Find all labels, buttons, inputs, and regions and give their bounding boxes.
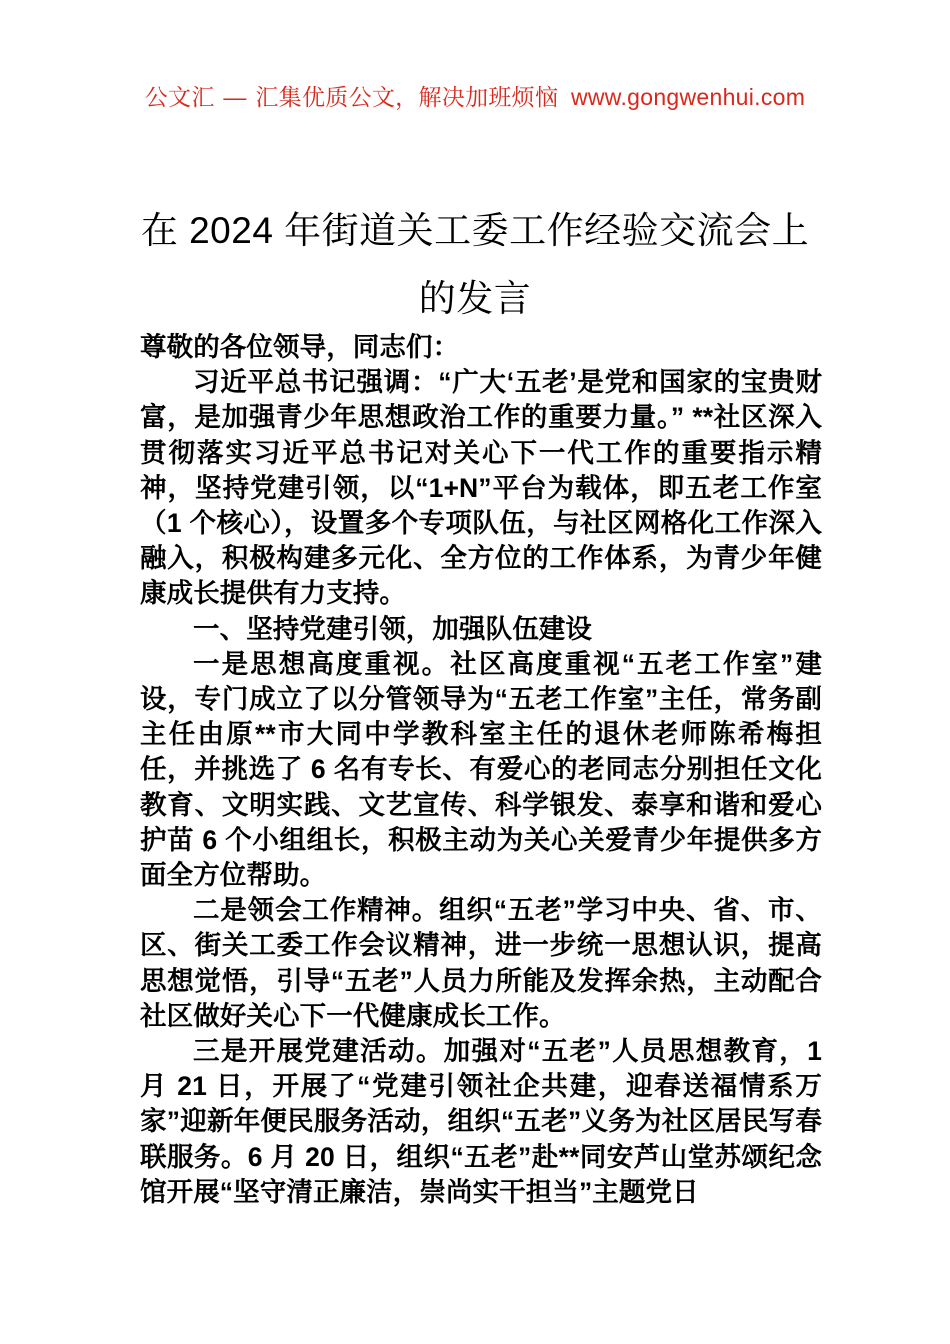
site-watermark-banner [0, 82, 950, 112]
site-brand-name: 公文汇 [144, 84, 215, 110]
paragraph-point-two: 二是领会工作精神。组织“五老”学习中央、省、市、区、街关工委工作会议精神，进一步统一思想认识，提高思想觉悟，引导“五老”人员力所能及发挥余热，主动配合社区做好关心下一代健康成长工作。 [140, 895, 822, 1031]
paragraph-opening-quote: 习近平总书记强调：“广大‘五老’是党和国家的宝贵财富，是加强青少年思想政治工作的重要力量。” **社区深入贯彻落实习近平总书记对关心下一代工作的重要指示精神，坚持党建引领，以“1+N”平台为载体，即五老工作室（1 个核心），设置多个专项队伍，与社区网格化工作深入融入，积极构建多元化、全方位的工作体系，为青少年健康成长提供有力支持。 [140, 367, 822, 609]
document-body [140, 330, 822, 1210]
paragraph-point-three: 三是开展党建活动。加强对“五老”人员思想教育，1 月 21 日，开展了“党建引领社企共建，迎春送福情系万家”迎新年便民服务活动，组织“五老”义务为社区居民写春联服务。6 月 20 日，组织“五老”赴**同安芦山堂苏颂纪念馆开展“坚守清正廉洁，崇尚实干担当”主题党日 [140, 1036, 822, 1207]
site-tagline: 汇集优质公文，解决加班烦恼 [255, 84, 559, 110]
paragraph-heading-one: 一、坚持党建引领，加强队伍建设 [193, 613, 592, 644]
site-url: www.gongwenhui.com [570, 84, 806, 110]
document-title: 在 2024 年街道关工委工作经验交流会上的发言 [140, 209, 810, 319]
paragraph-point-one: 一是思想高度重视。社区高度重视“五老工作室”建设，专门成立了以分管领导为“五老工作室”主任，常务副主任由原**市大同中学教科室主任的退休老师陈希梅担任，并挑选了 6 名有专长、有爱心的老同志分别担任文化教育、文明实践、文艺宣传、科学银发、泰享和谐和爱心护苗 6 个小组组长，积极主动为关心关爱青少年提供多方面全方位帮助。 [140, 648, 822, 891]
paragraph-salutation: 尊敬的各位领导，同志们： [140, 332, 460, 362]
banner-separator-dash: — [223, 84, 247, 110]
